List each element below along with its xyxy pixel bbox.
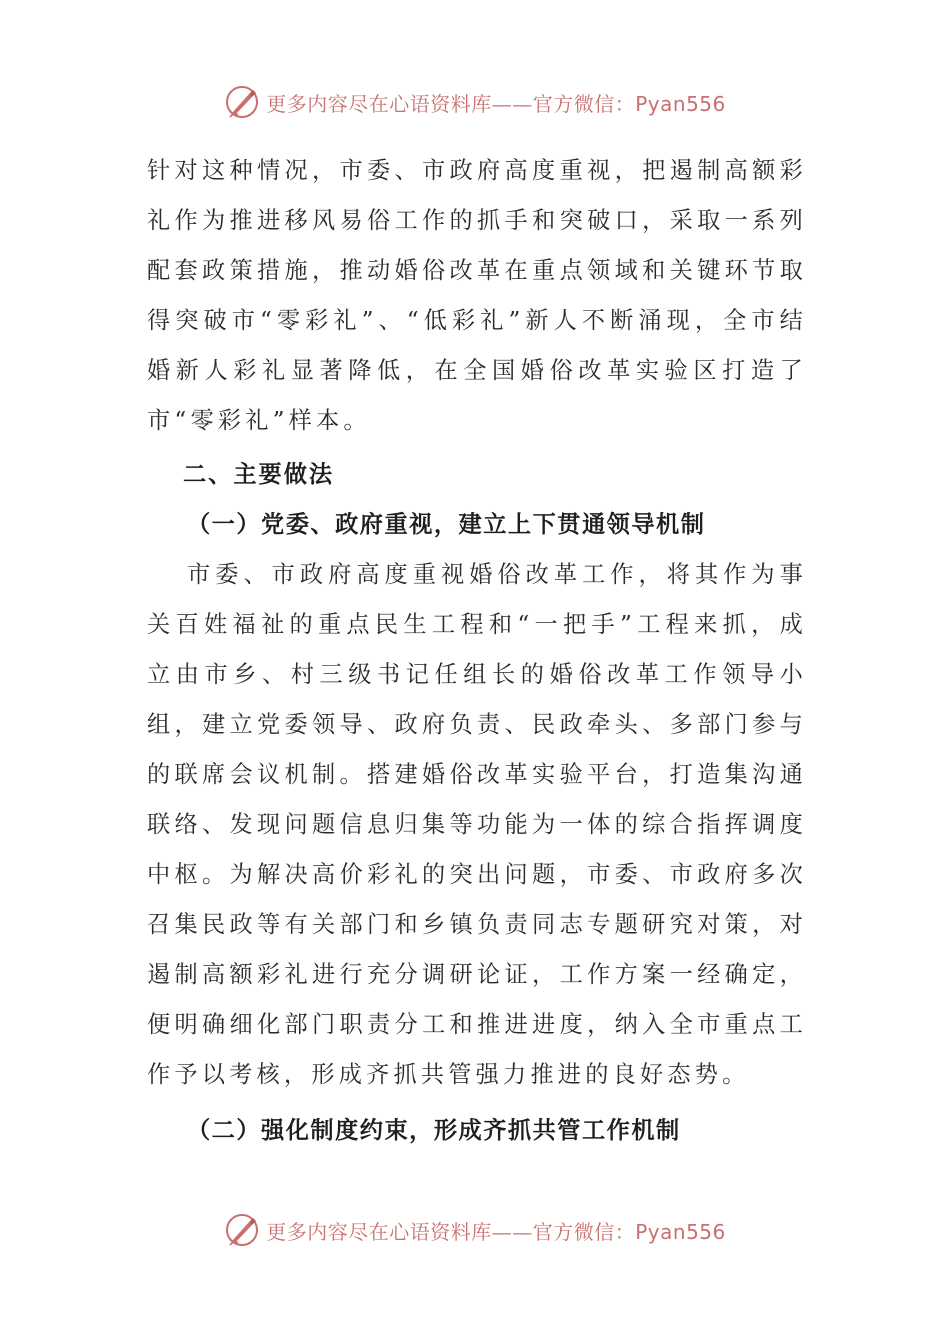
subsection-heading-1: （一）党委、政府重视，建立上下贯通领导机制 bbox=[187, 511, 706, 538]
pen-circle-logo-icon bbox=[224, 84, 260, 120]
section-heading-main-practices: 二、主要做法 bbox=[183, 461, 335, 488]
watermark-text: 更多内容尽在心语资料库——官方微信：Pyan556 bbox=[266, 1219, 726, 1244]
subsection-heading-2: （二）强化制度约束，形成齐抓共管工作机制 bbox=[187, 1117, 681, 1144]
document-body bbox=[147, 146, 807, 1156]
pen-circle-logo-icon bbox=[224, 1212, 260, 1248]
wechat-id: Pyan556 bbox=[635, 91, 726, 116]
intro-paragraph: 针对这种情况，市委、市政府高度重视，把遏制高额彩礼作为推进移风易俗工作的抓手和突破口，采取一系列配套政策措施，推动婚俗改革在重点领域和关键环节取得突破市“零彩礼”、“低彩礼”新人不断涌现，全市结婚新人彩礼显著降低，在全国婚俗改革实验区打造了市“零彩礼”样本。 bbox=[147, 157, 807, 434]
subsection-1-paragraph: 市委、市政府高度重视婚俗改革工作，将其作为事关百姓福祉的重点民生工程和“一把手”工程来抓，成立由市乡、村三级书记任组长的婚俗改革工作领导小组，建立党委领导、政府负责、民政牵头、多部门参与的联席会议机制。搭建婚俗改革实验平台，打造集沟通联络、发现问题信息归集等功能为一体的综合指挥调度中枢。为解决高价彩礼的突出问题，市委、市政府多次召集民政等有关部门和乡镇负责同志专题研究对策，对遏制高额彩礼进行充分调研论证，工作方案一经确定，便明确细化部门职责分工和推进进度，纳入全市重点工作予以考核，形成齐抓共管强力推进的良好态势。 bbox=[147, 561, 807, 1088]
watermark-text: 更多内容尽在心语资料库——官方微信：Pyan556 bbox=[266, 91, 726, 116]
header-watermark-banner bbox=[0, 82, 950, 122]
footer-watermark-banner bbox=[0, 1210, 950, 1250]
wechat-id: Pyan556 bbox=[635, 1219, 726, 1244]
